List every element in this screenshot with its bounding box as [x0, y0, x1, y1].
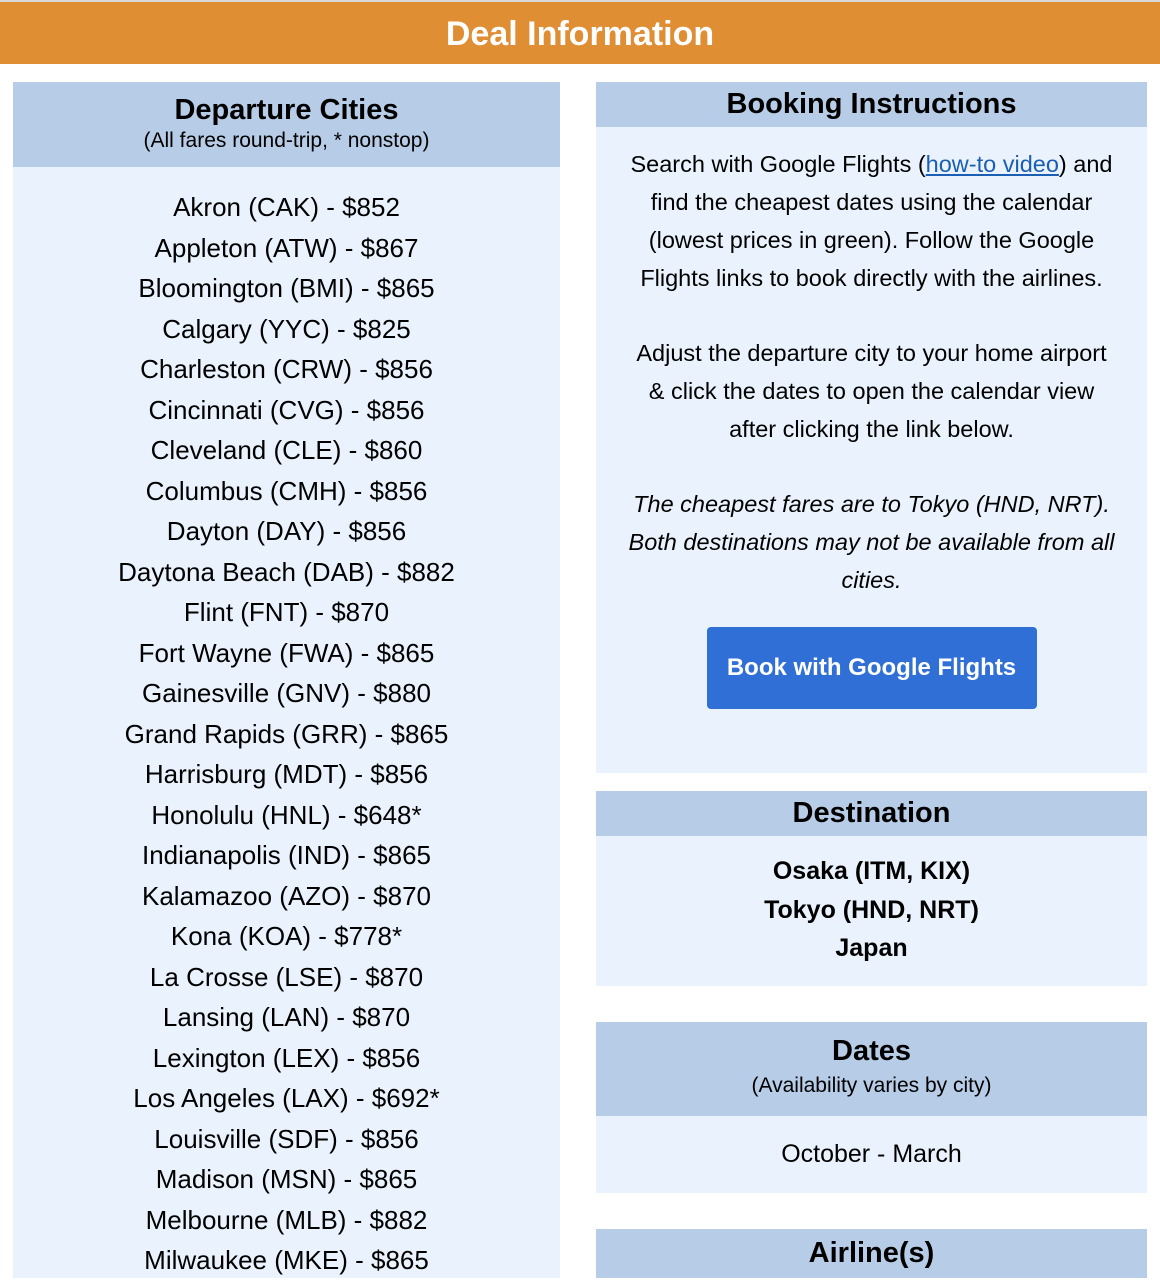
departure-city-item: Appleton (ATW) - $867 — [154, 232, 419, 263]
booking-instructions-panel — [596, 82, 1147, 773]
departure-city-item: Cincinnati (CVG) - $856 — [148, 394, 425, 425]
destination-country: Japan — [835, 934, 908, 962]
departure-city-item: Melbourne (MLB) - $882 — [145, 1204, 428, 1235]
dates-header — [596, 1022, 1147, 1116]
destination-body — [596, 836, 1147, 968]
departure-city-item: Calgary (YYC) - $825 — [162, 313, 411, 344]
departure-city-item: Madison (MSN) - $865 — [155, 1164, 418, 1194]
departure-city-item: La Crosse (LSE) - $870 — [149, 961, 424, 992]
banner-title: Deal Information — [445, 15, 715, 53]
airlines-panel — [596, 1229, 1147, 1278]
departure-city-item: Cleveland (CLE) - $860 — [150, 435, 423, 465]
how-to-video-link[interactable]: how-to video — [925, 151, 1059, 177]
booking-paragraph-adjust: Adjust the departure city to your home airport & click the dates to open the calendar view after clicking the link below. — [636, 340, 1107, 442]
dates-value: October - March — [781, 1140, 962, 1168]
departure-city-item: Lansing (LAN) - $870 — [162, 1002, 411, 1032]
deal-information-banner — [0, 0, 1160, 64]
departure-city-item: Los Angeles (LAX) - $692* — [133, 1083, 440, 1113]
departure-city-item: Louisville (SDF) - $856 — [154, 1123, 419, 1154]
booking-paragraph-search — [626, 145, 1117, 297]
departure-city-item: Honolulu (HNL) - $648* — [151, 799, 422, 830]
destination-osaka: Osaka (ITM, KIX) — [772, 857, 971, 885]
booking-text-intro: Search with Google Flights ( — [630, 151, 926, 177]
booking-instructions-body — [596, 127, 1147, 709]
booking-paragraph-cheapest: The cheapest fares are to Tokyo (HND, NRT). Both destinations may not be available from all cities. — [628, 491, 1115, 593]
destination-title: Destination — [792, 797, 951, 829]
booking-text-rest: ) and find the cheapest dates using the calendar (lowest prices in green). Follow the Google Flights links to book directly with the airlines. — [640, 151, 1113, 291]
destination-panel — [596, 791, 1147, 986]
dates-panel — [596, 1022, 1147, 1193]
airlines-header — [596, 1229, 1147, 1278]
departure-city-item: Dayton (DAY) - $856 — [166, 516, 407, 546]
departure-city-item: Charleston (CRW) - $856 — [140, 354, 433, 384]
booking-instructions-title: Booking Instructions — [726, 88, 1017, 120]
departure-cities-header — [13, 82, 560, 167]
departure-city-item: Lexington (LEX) - $856 — [152, 1042, 421, 1073]
departure-cities-subtitle: (All fares round-trip, * nonstop) — [143, 129, 430, 152]
departure-city-item: Indianapolis (IND) - $865 — [141, 840, 432, 870]
destination-tokyo: Tokyo (HND, NRT) — [764, 895, 979, 924]
departure-city-item: Harrisburg (MDT) - $856 — [144, 759, 429, 789]
departure-cities-title: Departure Cities — [174, 94, 399, 126]
departure-cities-panel — [13, 82, 560, 1278]
destination-header — [596, 791, 1147, 836]
departure-city-item: Bloomington (BMI) - $865 — [138, 273, 435, 303]
departure-city-list — [13, 167, 560, 1281]
departure-city-item: Grand Rapids (GRR) - $865 — [124, 718, 449, 749]
book-with-google-flights-button[interactable]: Book with Google Flights — [707, 627, 1037, 709]
departure-city-item: Akron (CAK) - $852 — [173, 192, 400, 222]
booking-instructions-header — [596, 82, 1147, 127]
dates-subtitle: (Availability varies by city) — [751, 1074, 992, 1097]
departure-city-item: Daytona Beach (DAB) - $882 — [118, 556, 455, 587]
departure-city-item: Flint (FNT) - $870 — [183, 597, 390, 627]
departure-city-item: Fort Wayne (FWA) - $865 — [138, 637, 435, 668]
airlines-title: Airline(s) — [808, 1237, 935, 1269]
departure-city-item: Kona (KOA) - $778* — [170, 921, 403, 951]
departure-city-item: Gainesville (GNV) - $880 — [142, 678, 431, 708]
dates-title: Dates — [832, 1035, 911, 1067]
departure-city-item: Kalamazoo (AZO) - $870 — [141, 880, 431, 911]
departure-city-item: Milwaukee (MKE) - $865 — [144, 1245, 429, 1275]
departure-city-item: Columbus (CMH) - $856 — [145, 475, 428, 506]
